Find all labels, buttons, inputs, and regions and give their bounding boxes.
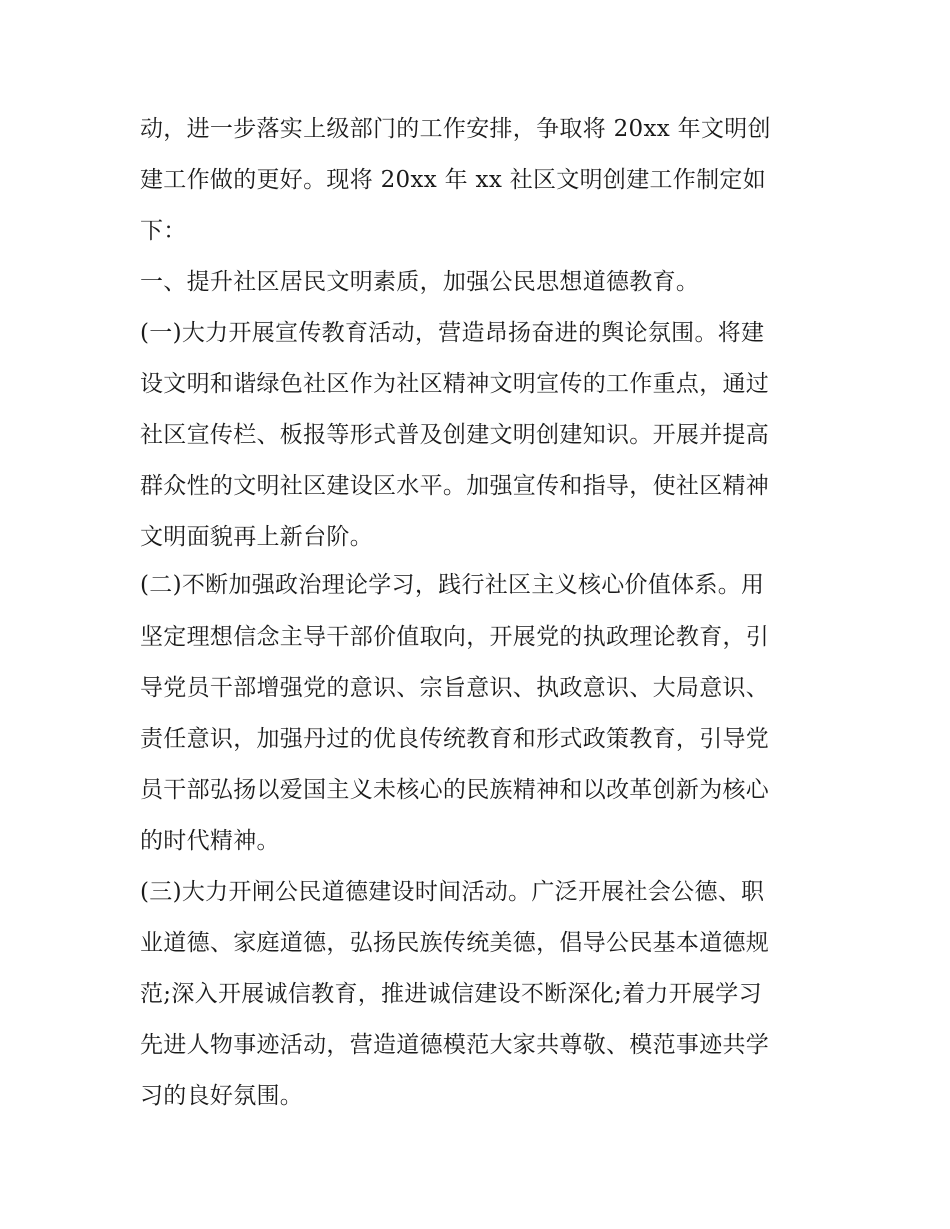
text-line: 导党员干部增强党的意识、宗旨意识、执政意识、大局意识、 [140, 675, 770, 701]
text-line: 动，进一步落实上级部门的工作安排，争取将 20xx 年文明创 [140, 116, 771, 142]
text-line: (一)大力开展宣传教育活动，营造昂扬奋进的舆论氛围。将建 [140, 320, 765, 346]
section-heading: 一、提升社区居民文明素质，加强公民思想道德教育。 [140, 269, 700, 295]
text-line: 群众性的文明社区建设区水平。加强宣传和指导，使社区精神 [140, 473, 770, 499]
text-line: 先进人物事迹活动，营造道德模范大家共尊敬、模范事迹共学 [140, 1032, 770, 1058]
text-line: (三)大力开闸公民道德建设时间活动。广泛开展社会公德、职 [140, 879, 765, 905]
text-line: 责任意识，加强丹过的优良传统教育和形式政策教育，引导党 [140, 726, 770, 752]
text-line: (二)不断加强政治理论学习，践行社区主义核心价值体系。用 [140, 572, 765, 598]
text-line: 下： [140, 218, 187, 244]
text-line: 社区宣传栏、板报等形式普及创建文明创建知识。开展并提高 [140, 422, 770, 448]
text-line: 习的良好氛围。 [140, 1083, 304, 1109]
text-line: 员干部弘扬以爱国主义未核心的民族精神和以改革创新为核心 [140, 777, 770, 803]
text-line: 坚定理想信念主导干部价值取向，开展党的执政理论教育，引 [140, 624, 770, 650]
text-line: 建工作做的更好。现将 20xx 年 xx 社区文明创建工作制定如 [140, 167, 766, 193]
text-line: 设文明和谐绿色社区作为社区精神文明宣传的工作重点，通过 [140, 371, 770, 397]
text-line: 范;深入开展诚信教育，推进诚信建设不断深化;着力开展学习 [140, 981, 762, 1007]
text-line: 业道德、家庭道德，弘扬民族传统美德，倡导公民基本道德规 [140, 930, 770, 956]
text-line: 的时代精神。 [140, 828, 280, 854]
text-line: 文明面貌再上新台阶。 [140, 524, 373, 550]
